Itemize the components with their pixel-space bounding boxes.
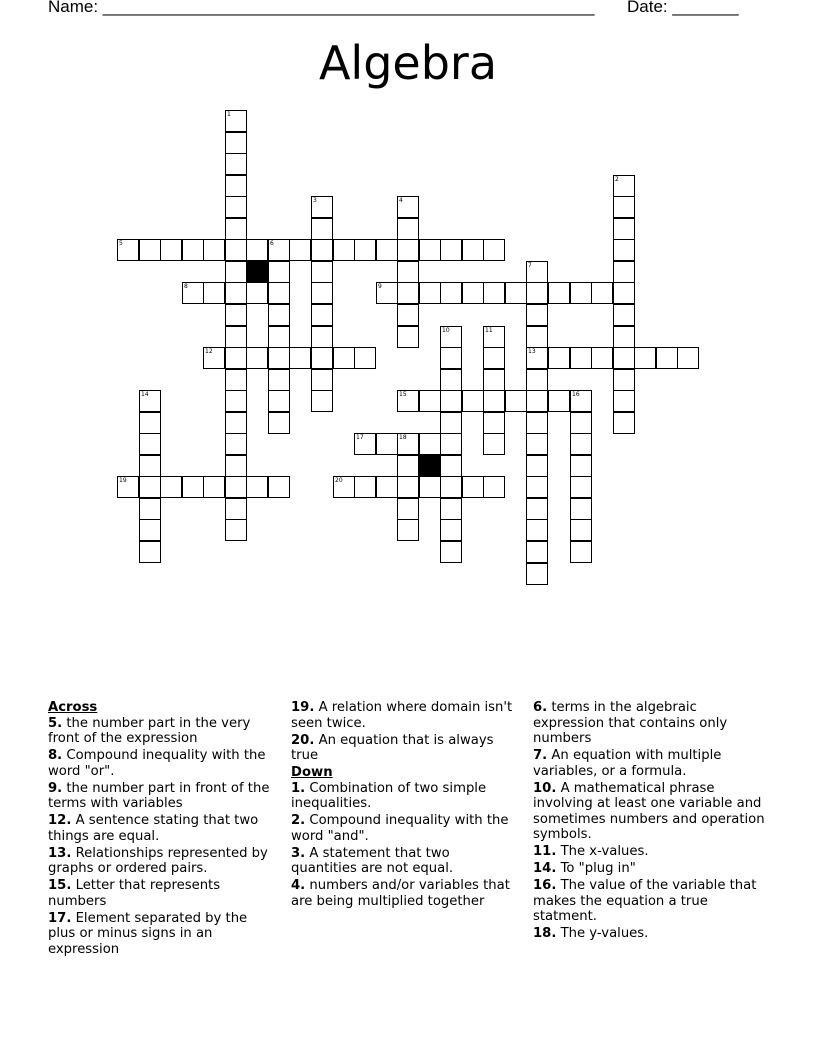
- cell-number: 3: [313, 197, 317, 204]
- cell-number: 8: [184, 283, 188, 290]
- answer-cell[interactable]: [225, 519, 247, 541]
- answer-cell[interactable]: [311, 347, 333, 369]
- answer-cell[interactable]: [160, 476, 182, 498]
- answer-cell[interactable]: [483, 239, 505, 261]
- answer-cell[interactable]: [225, 326, 247, 348]
- cell-number: 6: [270, 240, 274, 247]
- answer-cell[interactable]: [397, 304, 419, 326]
- answer-cell[interactable]: [268, 412, 290, 434]
- cell-number: 16: [572, 391, 580, 398]
- answer-cell[interactable]: [505, 390, 527, 412]
- cell-number: 9: [378, 283, 382, 290]
- clue-text: The x-values.: [560, 844, 649, 859]
- answer-cell[interactable]: [376, 239, 398, 261]
- clue-text: Relationships represented by graphs or ordered pairs.: [48, 845, 268, 876]
- answer-cell[interactable]: [333, 476, 355, 498]
- answer-cell[interactable]: [613, 175, 635, 197]
- clue-text: Letter that represents numbers: [48, 878, 221, 909]
- answer-cell[interactable]: [548, 390, 570, 412]
- clue-text: An equation with multiple variables, or a formula.: [533, 748, 722, 779]
- clue-across-5: [48, 716, 278, 747]
- clue-down-4: [291, 878, 516, 909]
- answer-cell[interactable]: [397, 282, 419, 304]
- cell-number: 20: [335, 477, 343, 484]
- answer-cell[interactable]: [376, 476, 398, 498]
- answer-cell[interactable]: [139, 519, 161, 541]
- cell-number: 17: [356, 434, 364, 441]
- answer-cell[interactable]: [311, 304, 333, 326]
- answer-cell[interactable]: [354, 239, 376, 261]
- clue-down-11: [533, 844, 768, 860]
- answer-cell[interactable]: [203, 347, 225, 369]
- answer-cell[interactable]: [139, 476, 161, 498]
- answer-cell[interactable]: [419, 390, 441, 412]
- answer-cell[interactable]: [419, 433, 441, 455]
- answer-cell[interactable]: [397, 498, 419, 520]
- clue-down-14: [533, 861, 768, 877]
- answer-cell[interactable]: [268, 239, 290, 261]
- clue-text: terms in the algebraic expression that contains only numbers: [533, 700, 728, 746]
- puzzle-title: Algebra: [318, 36, 498, 90]
- clue-number: 5.: [48, 715, 63, 731]
- answer-cell[interactable]: [225, 304, 247, 326]
- answer-cell[interactable]: [397, 326, 419, 348]
- answer-cell[interactable]: [440, 412, 462, 434]
- answer-cell[interactable]: [677, 347, 699, 369]
- answer-cell[interactable]: [613, 390, 635, 412]
- answer-cell[interactable]: [139, 239, 161, 261]
- answer-cell[interactable]: [397, 196, 419, 218]
- answer-cell[interactable]: [440, 433, 462, 455]
- answer-cell[interactable]: [397, 476, 419, 498]
- answer-cell[interactable]: [483, 433, 505, 455]
- answer-cell[interactable]: [462, 476, 484, 498]
- answer-cell[interactable]: [570, 519, 592, 541]
- clue-down-16: [533, 878, 768, 925]
- clue-number: 8.: [48, 748, 63, 763]
- answer-cell[interactable]: [268, 261, 290, 283]
- answer-cell[interactable]: [225, 347, 247, 369]
- answer-cell[interactable]: [397, 218, 419, 240]
- answer-cell[interactable]: [526, 476, 548, 498]
- down-heading: Down: [291, 765, 333, 780]
- answer-cell[interactable]: [139, 412, 161, 434]
- cell-number: 15: [399, 391, 407, 398]
- clue-number: 1.: [291, 780, 306, 796]
- answer-cell[interactable]: [591, 347, 613, 369]
- answer-cell[interactable]: [613, 369, 635, 391]
- clue-down-2: [291, 813, 516, 844]
- clue-down-18: [533, 926, 768, 942]
- answer-cell[interactable]: [289, 347, 311, 369]
- date-field-label: Date: _______: [627, 0, 739, 16]
- answer-cell[interactable]: [225, 239, 247, 261]
- answer-cell[interactable]: [526, 455, 548, 477]
- answer-cell[interactable]: [483, 282, 505, 304]
- answer-cell[interactable]: [613, 347, 635, 369]
- clue-text: A mathematical phrase involving at least one variable and sometimes numbers and operation symbols.: [533, 780, 765, 842]
- answer-cell[interactable]: [613, 196, 635, 218]
- clue-text: the number part in front of the terms with variables: [48, 780, 270, 811]
- answer-cell[interactable]: [354, 433, 376, 455]
- cell-number: 10: [442, 327, 450, 334]
- answer-cell[interactable]: [376, 282, 398, 304]
- answer-cell[interactable]: [526, 369, 548, 391]
- answer-cell[interactable]: [225, 390, 247, 412]
- black-square: [419, 455, 441, 477]
- answer-cell[interactable]: [333, 347, 355, 369]
- answer-cell[interactable]: [289, 239, 311, 261]
- answer-cell[interactable]: [526, 261, 548, 283]
- answer-cell[interactable]: [182, 282, 204, 304]
- answer-cell[interactable]: [483, 390, 505, 412]
- answer-cell[interactable]: [246, 282, 268, 304]
- answer-cell[interactable]: [526, 390, 548, 412]
- name-field-label: Name: ____________________________________________________: [48, 0, 595, 16]
- answer-cell[interactable]: [268, 476, 290, 498]
- clue-down-7: [533, 748, 768, 779]
- answer-cell[interactable]: [570, 412, 592, 434]
- answer-cell[interactable]: [225, 369, 247, 391]
- answer-cell[interactable]: [483, 347, 505, 369]
- answer-cell[interactable]: [440, 390, 462, 412]
- clue-text: A statement that two quantities are not equal.: [291, 845, 454, 876]
- answer-cell[interactable]: [225, 153, 247, 175]
- clue-text: Element separated by the plus or minus signs in an expression: [48, 910, 248, 957]
- answer-cell[interactable]: [311, 239, 333, 261]
- clue-number: 16.: [533, 878, 557, 893]
- answer-cell[interactable]: [526, 519, 548, 541]
- answer-cell[interactable]: [311, 218, 333, 240]
- answer-cell[interactable]: [570, 390, 592, 412]
- answer-cell[interactable]: [182, 239, 204, 261]
- answer-cell[interactable]: [440, 326, 462, 348]
- clue-text: To "plug in": [560, 861, 636, 876]
- clue-text: The y-values.: [560, 926, 649, 941]
- clue-text: Combination of two simple inequalities.: [291, 780, 487, 811]
- clue-number: 12.: [48, 813, 72, 828]
- answer-cell[interactable]: [570, 347, 592, 369]
- answer-cell[interactable]: [246, 239, 268, 261]
- answer-cell[interactable]: [311, 261, 333, 283]
- cell-number: 4: [399, 197, 403, 204]
- answer-cell[interactable]: [483, 412, 505, 434]
- answer-cell[interactable]: [225, 455, 247, 477]
- black-square: [246, 261, 268, 283]
- answer-cell[interactable]: [139, 433, 161, 455]
- cell-number: 1: [227, 111, 231, 118]
- answer-cell[interactable]: [268, 390, 290, 412]
- answer-cell[interactable]: [225, 196, 247, 218]
- answer-cell[interactable]: [311, 196, 333, 218]
- clue-text: An equation that is always true: [291, 732, 494, 763]
- answer-cell[interactable]: [225, 261, 247, 283]
- clue-number: 2.: [291, 813, 306, 828]
- answer-cell[interactable]: [225, 175, 247, 197]
- clue-across-8: [48, 748, 278, 779]
- answer-cell[interactable]: [483, 476, 505, 498]
- clue-text: numbers and/or variables that are being multiplied together: [291, 878, 510, 909]
- answer-cell[interactable]: [139, 390, 161, 412]
- answer-cell[interactable]: [505, 282, 527, 304]
- clue-number: 3.: [291, 845, 306, 861]
- answer-cell[interactable]: [570, 455, 592, 477]
- answer-cell[interactable]: [613, 261, 635, 283]
- answer-cell[interactable]: [570, 476, 592, 498]
- clue-number: 13.: [48, 845, 72, 861]
- clue-text: the number part in the very front of the expression: [48, 715, 251, 746]
- clue-down-6: [533, 700, 768, 747]
- answer-cell[interactable]: [311, 369, 333, 391]
- clue-text: A sentence stating that two things are equal.: [48, 813, 259, 844]
- clue-across-20: [291, 733, 516, 764]
- answer-cell[interactable]: [397, 261, 419, 283]
- answer-cell[interactable]: [397, 239, 419, 261]
- answer-cell[interactable]: [440, 239, 462, 261]
- clue-text: The value of the variable that makes the equation a true statment.: [533, 878, 757, 924]
- answer-cell[interactable]: [548, 282, 570, 304]
- answer-cell[interactable]: [225, 218, 247, 240]
- answer-cell[interactable]: [526, 541, 548, 563]
- answer-cell[interactable]: [613, 282, 635, 304]
- answer-cell[interactable]: [397, 455, 419, 477]
- clue-across-19: [291, 700, 516, 731]
- answer-cell[interactable]: [225, 282, 247, 304]
- answer-cell[interactable]: [354, 347, 376, 369]
- cell-number: 13: [528, 348, 536, 355]
- cell-number: 19: [119, 477, 127, 484]
- answer-cell[interactable]: [246, 476, 268, 498]
- answer-cell[interactable]: [440, 541, 462, 563]
- clue-number: 14.: [533, 861, 557, 876]
- answer-cell[interactable]: [268, 347, 290, 369]
- answer-cell[interactable]: [376, 433, 398, 455]
- clue-number: 6.: [533, 700, 548, 715]
- cell-number: 11: [485, 327, 493, 334]
- answer-cell[interactable]: [268, 304, 290, 326]
- answer-cell[interactable]: [440, 347, 462, 369]
- answer-cell[interactable]: [570, 282, 592, 304]
- answer-cell[interactable]: [440, 455, 462, 477]
- cell-number: 14: [141, 391, 149, 398]
- answer-cell[interactable]: [203, 476, 225, 498]
- answer-cell[interactable]: [483, 326, 505, 348]
- answer-cell[interactable]: [225, 498, 247, 520]
- answer-cell[interactable]: [203, 239, 225, 261]
- answer-cell[interactable]: [268, 326, 290, 348]
- answer-cell[interactable]: [440, 498, 462, 520]
- clue-number: 15.: [48, 878, 72, 893]
- answer-cell[interactable]: [462, 239, 484, 261]
- answer-cell[interactable]: [526, 304, 548, 326]
- answer-cell[interactable]: [462, 390, 484, 412]
- answer-cell[interactable]: [613, 412, 635, 434]
- answer-cell[interactable]: [182, 476, 204, 498]
- clue-text: Compound inequality with the word "and".: [291, 813, 509, 844]
- clue-across-13: [48, 846, 278, 877]
- answer-cell[interactable]: [397, 390, 419, 412]
- answer-cell[interactable]: [440, 282, 462, 304]
- clue-down-10: [533, 781, 768, 843]
- clue-number: 20.: [291, 732, 315, 748]
- answer-cell[interactable]: [570, 498, 592, 520]
- across-heading: Across: [48, 700, 98, 715]
- clue-number: 10.: [533, 780, 557, 796]
- clue-number: 11.: [533, 844, 557, 859]
- answer-cell[interactable]: [311, 390, 333, 412]
- clue-down-3: [291, 846, 516, 877]
- answer-cell[interactable]: [419, 239, 441, 261]
- answer-cell[interactable]: [526, 433, 548, 455]
- clue-number: 18.: [533, 926, 557, 941]
- answer-cell[interactable]: [419, 282, 441, 304]
- answer-cell[interactable]: [548, 347, 570, 369]
- answer-cell[interactable]: [613, 239, 635, 261]
- answer-cell[interactable]: [526, 412, 548, 434]
- answer-cell[interactable]: [419, 476, 441, 498]
- clue-number: 17.: [48, 910, 72, 926]
- answer-cell[interactable]: [117, 476, 139, 498]
- cell-number: 2: [615, 176, 619, 183]
- answer-cell[interactable]: [397, 433, 419, 455]
- answer-cell[interactable]: [225, 433, 247, 455]
- answer-cell[interactable]: [526, 347, 548, 369]
- answer-cell[interactable]: [225, 412, 247, 434]
- cell-number: 7: [528, 262, 532, 269]
- answer-cell[interactable]: [526, 282, 548, 304]
- answer-cell[interactable]: [656, 347, 678, 369]
- answer-cell[interactable]: [634, 347, 656, 369]
- clue-across-17: [48, 911, 278, 958]
- answer-cell[interactable]: [117, 239, 139, 261]
- answer-cell[interactable]: [268, 282, 290, 304]
- cell-number: 18: [399, 434, 407, 441]
- clue-text: Compound inequality with the word "or".: [48, 748, 266, 779]
- answer-cell[interactable]: [139, 455, 161, 477]
- cell-number: 12: [205, 348, 213, 355]
- clue-number: 4.: [291, 878, 306, 893]
- clue-column-3: [533, 700, 768, 943]
- answer-cell[interactable]: [613, 218, 635, 240]
- answer-cell[interactable]: [526, 498, 548, 520]
- clue-column-2: [291, 700, 516, 911]
- answer-cell[interactable]: [333, 239, 355, 261]
- answer-cell[interactable]: [354, 476, 376, 498]
- clue-across-12: [48, 813, 278, 844]
- answer-cell[interactable]: [591, 282, 613, 304]
- answer-cell[interactable]: [526, 563, 548, 585]
- cell-number: 5: [119, 240, 123, 247]
- answer-cell[interactable]: [397, 519, 419, 541]
- clue-text: A relation where domain isn't seen twice.: [291, 700, 513, 731]
- answer-cell[interactable]: [246, 347, 268, 369]
- answer-cell[interactable]: [440, 369, 462, 391]
- clue-across-15: [48, 878, 278, 909]
- answer-cell[interactable]: [139, 541, 161, 563]
- answer-cell[interactable]: [613, 304, 635, 326]
- clue-number: 9.: [48, 780, 63, 796]
- answer-cell[interactable]: [225, 476, 247, 498]
- answer-cell[interactable]: [526, 326, 548, 348]
- answer-cell[interactable]: [203, 282, 225, 304]
- clue-column-1: [48, 700, 278, 959]
- clue-down-1: [291, 781, 516, 812]
- answer-cell[interactable]: [268, 369, 290, 391]
- answer-cell[interactable]: [570, 433, 592, 455]
- clue-number: 7.: [533, 748, 548, 763]
- answer-cell[interactable]: [160, 239, 182, 261]
- answer-cell[interactable]: [139, 498, 161, 520]
- answer-cell[interactable]: [570, 541, 592, 563]
- answer-cell[interactable]: [613, 326, 635, 348]
- answer-cell[interactable]: [440, 476, 462, 498]
- answer-cell[interactable]: [440, 519, 462, 541]
- clue-number: 19.: [291, 700, 315, 715]
- answer-cell[interactable]: [483, 369, 505, 391]
- answer-cell[interactable]: [311, 326, 333, 348]
- answer-cell[interactable]: [225, 110, 247, 132]
- answer-cell[interactable]: [462, 282, 484, 304]
- clue-across-9: [48, 781, 278, 812]
- answer-cell[interactable]: [311, 282, 333, 304]
- answer-cell[interactable]: [225, 132, 247, 154]
